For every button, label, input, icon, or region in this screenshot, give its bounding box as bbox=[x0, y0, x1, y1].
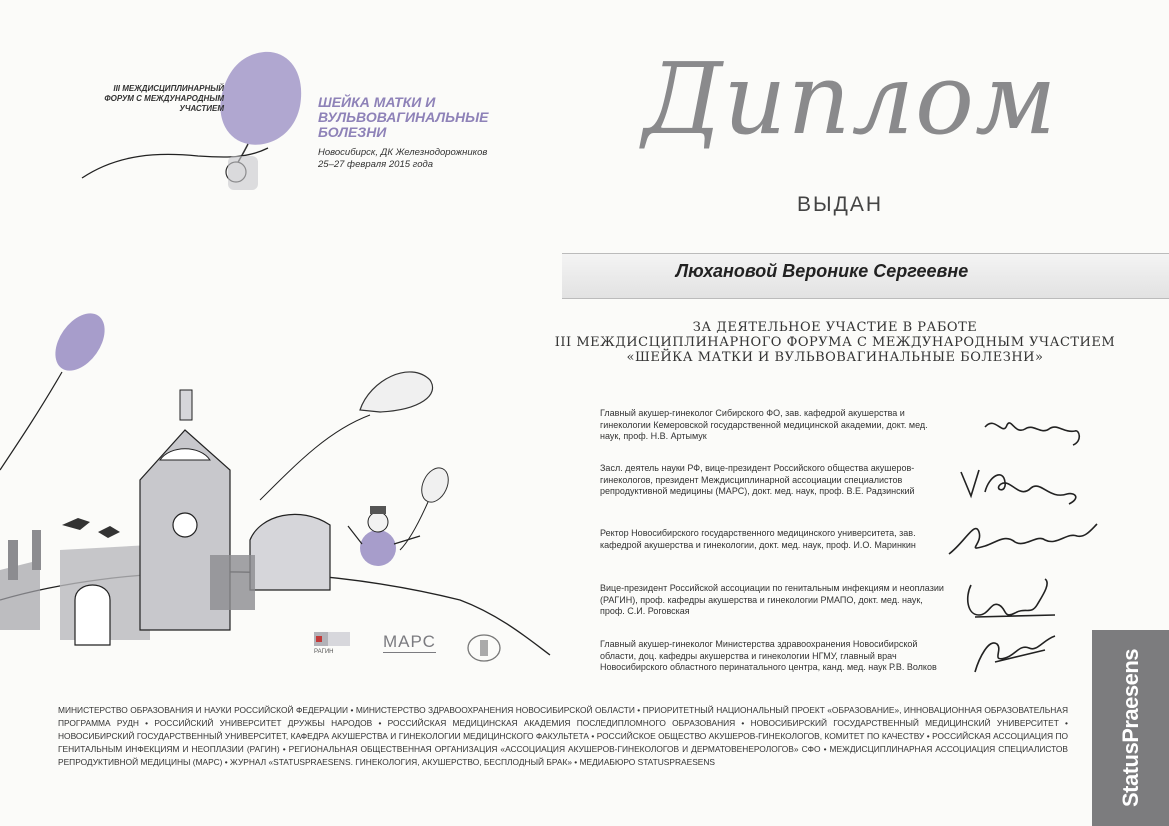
logo-place-venue: Новосибирск, ДК Железнодорожников bbox=[318, 147, 488, 158]
signature-volkov bbox=[945, 628, 1105, 678]
ragin-logo-icon bbox=[314, 630, 354, 650]
town-illustration bbox=[0, 300, 560, 670]
recipient-name: Люхановой Веронике Сергеевне bbox=[675, 261, 969, 281]
award-reason bbox=[520, 320, 1150, 365]
organizers-footer: МИНИСТЕРСТВО ОБРАЗОВАНИЯ И НАУКИ РОССИЙСКОЙ ФЕДЕРАЦИИ • МИНИСТЕРСТВО ЗДРАВООХРАНЕНИЯ НОВОСИБИРСКОЙ ОБЛАСТИ • ПРИОРИТЕТНЫЙ НАЦИОНАЛЬНЫЙ ПРОЕКТ «ОБРАЗОВАНИЕ», ИННОВАЦИОННАЯ ОБРАЗОВАТЕЛЬНАЯ ПРОГРАММА РУДН • РОССИЙСКИЙ УНИВЕРСИТЕТ ДРУЖБЫ НАРОДОВ • РОССИЙСКАЯ МЕДИЦИНСКАЯ АКАДЕМИЯ ПОСЛЕДИПЛОМНОГО ОБРАЗОВАНИЯ • НОВОСИБИРСКИЙ ГОСУДАРСТВЕННЫЙ МЕДИЦИНСКИЙ УНИВЕРСИТЕТ • НОВОСИБИРСКИЙ ГОСУДАРСТВЕННЫЙ УНИВЕРСИТЕТ, КАФЕДРА АКУШЕРСТВА И ГИНЕКОЛОГИИ МЕДИЦИНСКОГО ФАКУЛЬТЕТА • РОССИЙСКОЕ ОБЩЕСТВО АКУШЕРОВ-ГИНЕКОЛОГОВ, КОМИТЕТ ПО КАЧЕСТВУ • РОССИЙСКАЯ АССОЦИАЦИЯ ПО ГЕНИТАЛЬНЫМ ИНФЕКЦИЯМ И НЕОПЛАЗИИ (РАГИН) • РЕГИОНАЛЬНАЯ ОБЩЕСТВЕННАЯ ОРГАНИЗАЦИЯ «АССОЦИАЦИЯ АКУШЕРОВ-ГИНЕКОЛОГОВ И ДЕРМАТОВЕНЕРОЛОГОВ» СФО • МЕЖДИСЦИПЛИНАРНАЯ АССОЦИАЦИЯ СПЕЦИАЛИСТОВ РЕПРОДУКТИВНОЙ МЕДИЦИНЫ (МАРС) • ЖУРНАЛ «STATUSPRAESENS. ГИНЕКОЛОГИЯ, АКУШЕРСТВО, БЕСПЛОДНЫЙ БРАК» • МЕДИАБЮРО STATUSPRAESENS bbox=[58, 705, 1068, 767]
signature-radzinsky bbox=[945, 460, 1105, 510]
signatory-artymuk: Главный акушер-гинеколог Сибирского ФО, зав. кафедрой акушерства и гинекологии Кемеровской государственной медицинской академии, докт. мед. наук, проф. Н.В. Артымук bbox=[600, 408, 928, 441]
logo-forum-line: III МЕЖДИСЦИПЛИНАРНЫЙ ФОРУМ С МЕЖДУНАРОДНЫМ УЧАСТИЕМ bbox=[104, 84, 224, 113]
university-emblem-icon bbox=[465, 632, 503, 664]
logo-forum-place bbox=[318, 147, 518, 171]
issued-label: ВЫДАН bbox=[797, 193, 883, 216]
signature-rogovskaya bbox=[945, 575, 1105, 625]
award-reason-line: ЗА ДЕЯТЕЛЬНОЕ УЧАСТИЕ В РАБОТЕ bbox=[692, 320, 978, 335]
logo-place-dates: 25–27 февраля 2015 года bbox=[318, 159, 434, 170]
signatory-radzinsky: Засл. деятель науки РФ, вице-президент Российского общества акушеров-гинекологов, президент Междисциплинарной ассоциации специалистов репродуктивной медицины (МАРС), докт. мед. наук, проф. В.Е. Радзинский bbox=[600, 463, 915, 496]
forum-logo-balloon bbox=[78, 44, 318, 194]
logo-forum-title: ШЕЙКА МАТКИ И ВУЛЬВОВАГИНАЛЬНЫЕ БОЛЕЗНИ bbox=[318, 94, 489, 140]
award-reason-line: «ШЕЙКА МАТКИ И ВУЛЬВОВАГИНАЛЬНЫЕ БОЛЕЗНИ» bbox=[626, 350, 1044, 365]
marc-logo: МАРС bbox=[383, 632, 436, 651]
signatory-marinkin: Ректор Новосибирского государственного медицинского университета, зав. кафедрой акушерства и гинекологии, докт. мед. наук, проф. И.О. Маринкин bbox=[600, 528, 916, 550]
signature-artymuk bbox=[945, 405, 1105, 455]
statuspraesens-logo: StatusPraesens bbox=[1118, 648, 1143, 808]
signatory-volkov: Главный акушер-гинеколог Министерства здравоохранения Новосибирской области, доц. кафедры акушерства и гинекологии НГМУ, главный врач Новосибирского областного перинатального центра, канд. мед. наук Р.В. Волков bbox=[600, 639, 937, 672]
award-reason-line: III МЕЖДИСЦИПЛИНАРНОГО ФОРУМА С МЕЖДУНАРОДНЫМ УЧАСТИЕМ bbox=[554, 335, 1116, 350]
signatory-rogovskaya: Вице-президент Российской ассоциации по генитальным инфекциям и неоплазии (РАГИН), проф. кафедры акушерства и гинекологии РМАПО, докт. мед. наук, проф. С.И. Роговская bbox=[600, 583, 944, 616]
ragin-logo-label: РАГИН bbox=[314, 649, 334, 655]
signature-marinkin bbox=[945, 512, 1105, 562]
statuspraesens-strip bbox=[1092, 630, 1169, 826]
diploma-heading: Диплом bbox=[642, 43, 1058, 157]
